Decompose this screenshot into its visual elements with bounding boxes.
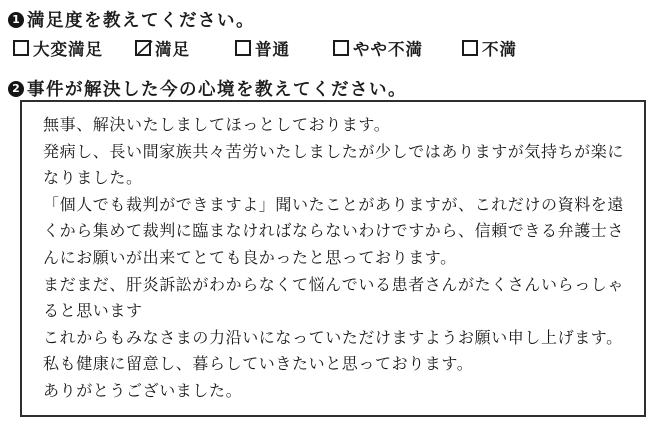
checkbox-icon[interactable] [333,40,349,56]
option-label: 不満 [482,40,517,59]
answer-line: くから集めて裁判に臨まなければならないわけですから、信頼できる弁護士さ [43,221,625,241]
option-dissatisfied[interactable] [462,36,517,60]
question1-title: 満足度を教えてください。 [27,11,255,31]
answer-line: 「個人でも裁判ができますよ」聞いたことがありますが、これだけの資料を遠 [43,194,625,214]
satisfaction-options [0,36,668,60]
answer-line: 無事、解決いたしましてほっとしております。 [43,115,391,134]
answer-line: なりました。 [43,168,143,188]
answer-line: ありがとうございました。 [43,380,243,400]
answer-line: これからもみなさまの力沿いになっていただけますようお願い申し上げます。 [43,327,623,347]
checkbox-icon[interactable] [235,40,251,56]
option-label: 大変満足 [33,40,103,59]
answer-line: 私も健康に留意し、暮らしていきたいと思っております。 [43,354,474,374]
q2-number-badge: 2 [8,81,24,97]
option-very-satisfied[interactable] [13,36,103,60]
checkbox-checked-icon[interactable] [135,40,151,56]
checkbox-icon[interactable] [462,40,478,56]
option-label: やや不満 [353,40,423,59]
question1-header [8,7,255,32]
question2-title: 事件が解決した今の心境を教えてください。 [27,80,407,100]
answer-line: んにお願いが出来てとても良かったと思っております。 [43,247,457,267]
answer-line: 発病し、長い間家族共々苦労いたしましたが少しではありますが気持ちが楽に [43,141,625,161]
option-satisfied[interactable] [135,36,190,60]
q1-number-badge: 1 [8,12,24,28]
answer-box [20,100,646,417]
option-label: 普通 [255,40,290,59]
option-somewhat-dissatisfied[interactable] [333,36,423,60]
option-label: 満足 [155,40,190,59]
option-normal[interactable] [235,36,290,60]
answer-line: ると思います [43,301,143,321]
question2-header [8,76,407,101]
answer-line: まだまだ、肝炎訴訟がわからなくて悩んでいる患者さんがたくさんいらっしゃ [43,274,625,294]
checkbox-icon[interactable] [13,40,29,56]
